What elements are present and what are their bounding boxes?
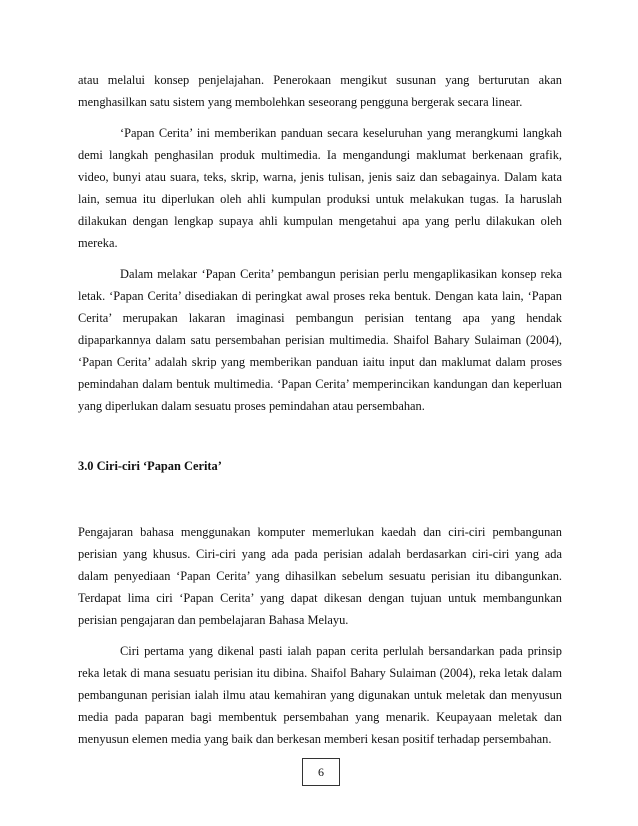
paragraph-papan-cerita-overview: ‘Papan Cerita’ ini memberikan panduan secara keseluruhan yang merangkumi langkah demi langkah penghasilan produk multimedia. Ia mengandungi maklumat berkenaan grafik, video, bunyi atau suara, teks, skrip, warna, jenis tulisan, jenis saiz dan sebagainya. Dalam kata lain, semua itu diperlukan oleh ahli kumpulan produksi untuk melakukan tugas. Ia haruslah dilakukan dengan lengkap supaya ahli kumpulan mengetahui apa yang perlu dilakukan oleh mereka.	[78, 126, 562, 250]
paragraph-ciri-intro: Pengajaran bahasa menggunakan komputer memerlukan kaedah dan ciri-ciri pembangunan perisian yang khusus. Ciri-ciri yang ada pada perisian adalah berdasarkan ciri-ciri yang ada dalam penyediaan ‘Papan Cerita’ yang dihasilkan sebelum sesuatu perisian itu dibangunkan. Terdapat lima ciri ‘Papan Cerita’ yang dapat dikesan dengan tujuan untuk membangunkan perisian pengajaran dan pembelajaran Bahasa Melayu.	[78, 525, 562, 627]
paragraph-reka-letak: Dalam melakar ‘Papan Cerita’ pembangun perisian perlu mengaplikasikan konsep reka letak. ‘Papan Cerita’ disediakan di peringkat awal proses reka bentuk. Dengan kata lain, ‘Papan Cerita’ merupakan lakaran imaginasi pembangun perisian tentang apa yang hendak dipaparkannya dalam satu persembahan perisian multimedia. Shaifol Bahary Sulaiman (2004), ‘Papan Cerita’ adalah skrip yang memberikan panduan iaitu input dan maklumat dalam proses pemindahan dalam bentuk multimedia. ‘Papan Cerita’ memperincikan kandungan dan keperluan yang diperlukan dalam sesuatu proses pemindahan atau persembahan.	[78, 267, 562, 413]
section-heading: 3.0 Ciri-ciri ‘Papan Cerita’	[78, 459, 222, 473]
page-number: 6	[302, 758, 340, 786]
paragraph-ciri-pertama: Ciri pertama yang dikenal pasti ialah papan cerita perlulah bersandarkan pada prinsip reka letak di mana sesuatu perisian itu dibina. Shaifol Bahary Sulaiman (2004), reka letak dalam pembangunan perisian ialah ilmu atau kemahiran yang digunakan untuk meletak dan menyusun media pada paparan bagi membentuk persembahan yang menarik. Keupayaan meletak dan menyusun elemen media yang baik dan berkesan memberi kesan positif terhadap persembahan.	[78, 644, 562, 746]
page-content	[78, 69, 562, 750]
paragraph-continuation: atau melalui konsep penjelajahan. Penerokaan mengikut susunan yang berturutan akan menghasilkan satu sistem yang membolehkan seseorang pengguna bergerak secara linear.	[78, 73, 562, 109]
